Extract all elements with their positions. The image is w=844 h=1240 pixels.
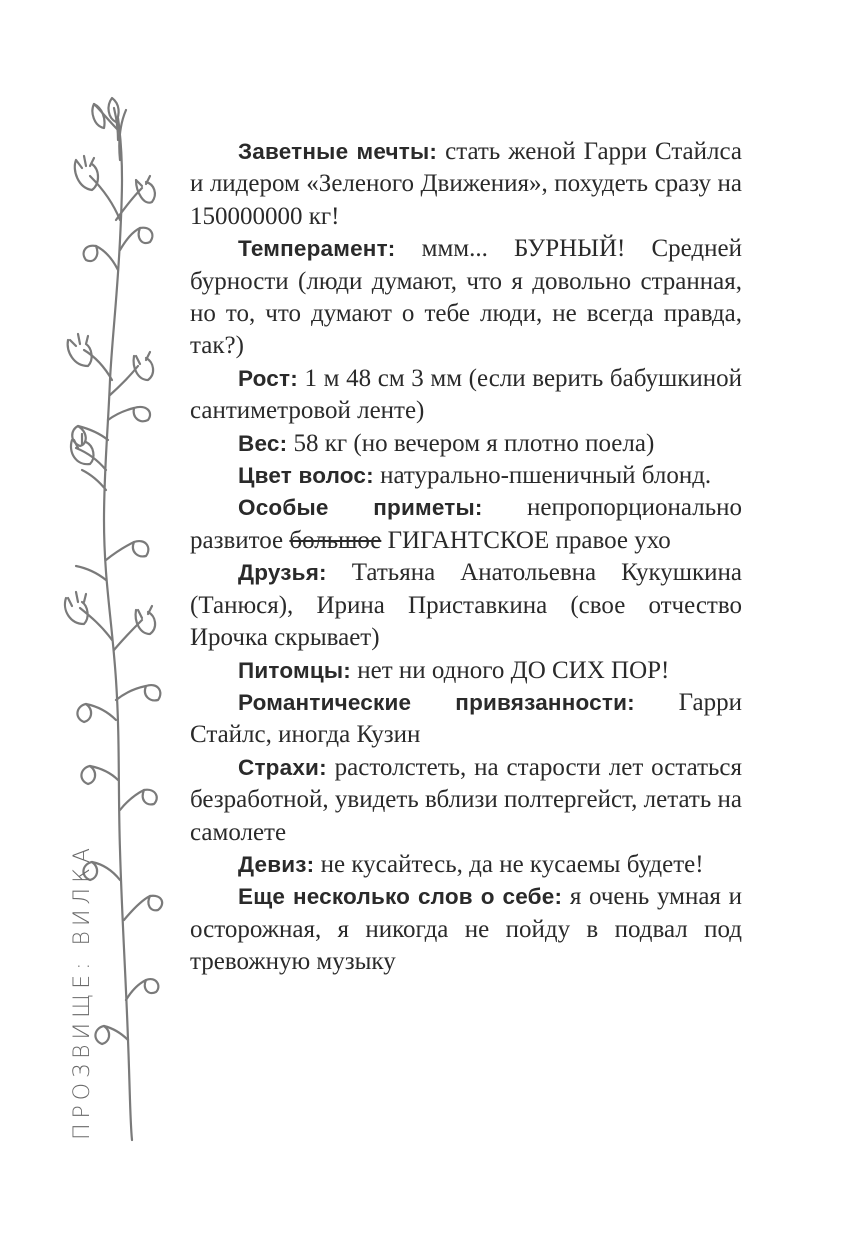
entry-value: растолстеть, на старости лет остаться безработной, увидеть вблизи полтергейст, летать на самолете <box>190 753 742 846</box>
entry-features <box>190 492 742 557</box>
entry-label: Питомцы: <box>238 657 351 683</box>
entry-motto <box>190 849 742 881</box>
entry-friends <box>190 557 742 654</box>
margin-caption: ПРОЗВИЩЕ: ВИЛКА <box>70 843 95 1140</box>
entry-label: Еще несколько слов о себе: <box>238 884 563 910</box>
entry-value: нет ни одного ДО СИХ ПОР! <box>350 656 670 684</box>
entry-value: непропорционально развитое <box>190 494 742 554</box>
entry-label: Страхи: <box>238 754 327 780</box>
entry-dreams <box>190 136 742 233</box>
entry-value-continued: ГИГАНТСКОЕ правое ухо <box>381 526 671 554</box>
entry-label: Цвет волос: <box>238 463 374 489</box>
entry-value: 1 м 48 см 3 мм (если верить бабушкиной сантиметровой ленте) <box>190 364 742 425</box>
entry-value: я очень умная и осторожная, я никогда не пойду в подвал под тревожную музыку <box>190 883 742 976</box>
entry-about <box>190 881 742 978</box>
entry-label: Друзья: <box>238 560 327 586</box>
entry-label: Девиз: <box>238 851 315 877</box>
entry-fears <box>190 752 742 849</box>
entry-value: стать женой Гарри Стайлса и лидером «Зеленого Движения», похудеть сразу на 150000000 кг! <box>190 138 742 230</box>
entry-temperament <box>190 233 742 363</box>
entry-value: не кусайтесь, да не кусаемы будете! <box>314 850 704 878</box>
entry-value: ммм... БУРНЫЙ! Средней бурности (люди думают, что я довольно странная, но то, что думают о тебе люди, не всегда правда, так?) <box>190 235 742 360</box>
entry-label: Заветные мечты: <box>238 139 438 164</box>
entry-label: Темперамент: <box>238 236 396 262</box>
entry-pets <box>190 655 742 687</box>
entry-label: Романтические привязанности: <box>238 689 635 715</box>
entry-height <box>190 363 742 428</box>
entry-hair <box>190 460 742 492</box>
entry-value: Гарри Стайлс, иногда Кузин <box>190 688 742 749</box>
entry-romance <box>190 687 742 752</box>
entry-value: 58 кг (но вечером я плотно поела) <box>287 429 655 457</box>
entry-label: Рост: <box>238 365 298 391</box>
entry-label: Вес: <box>238 430 288 456</box>
entry-value: Татьяна Анатольевна Кукушкина (Танюся), Ирина Приставкина (свое отчество Ирочка скрывает) <box>190 559 742 652</box>
entry-weight <box>190 428 742 460</box>
struck-word: большое <box>289 526 382 554</box>
entry-value: натурально-пшеничный блонд. <box>373 462 712 490</box>
entry-label: Особые приметы: <box>238 495 483 521</box>
profile-text <box>190 136 742 979</box>
plant-stem <box>104 118 132 1140</box>
